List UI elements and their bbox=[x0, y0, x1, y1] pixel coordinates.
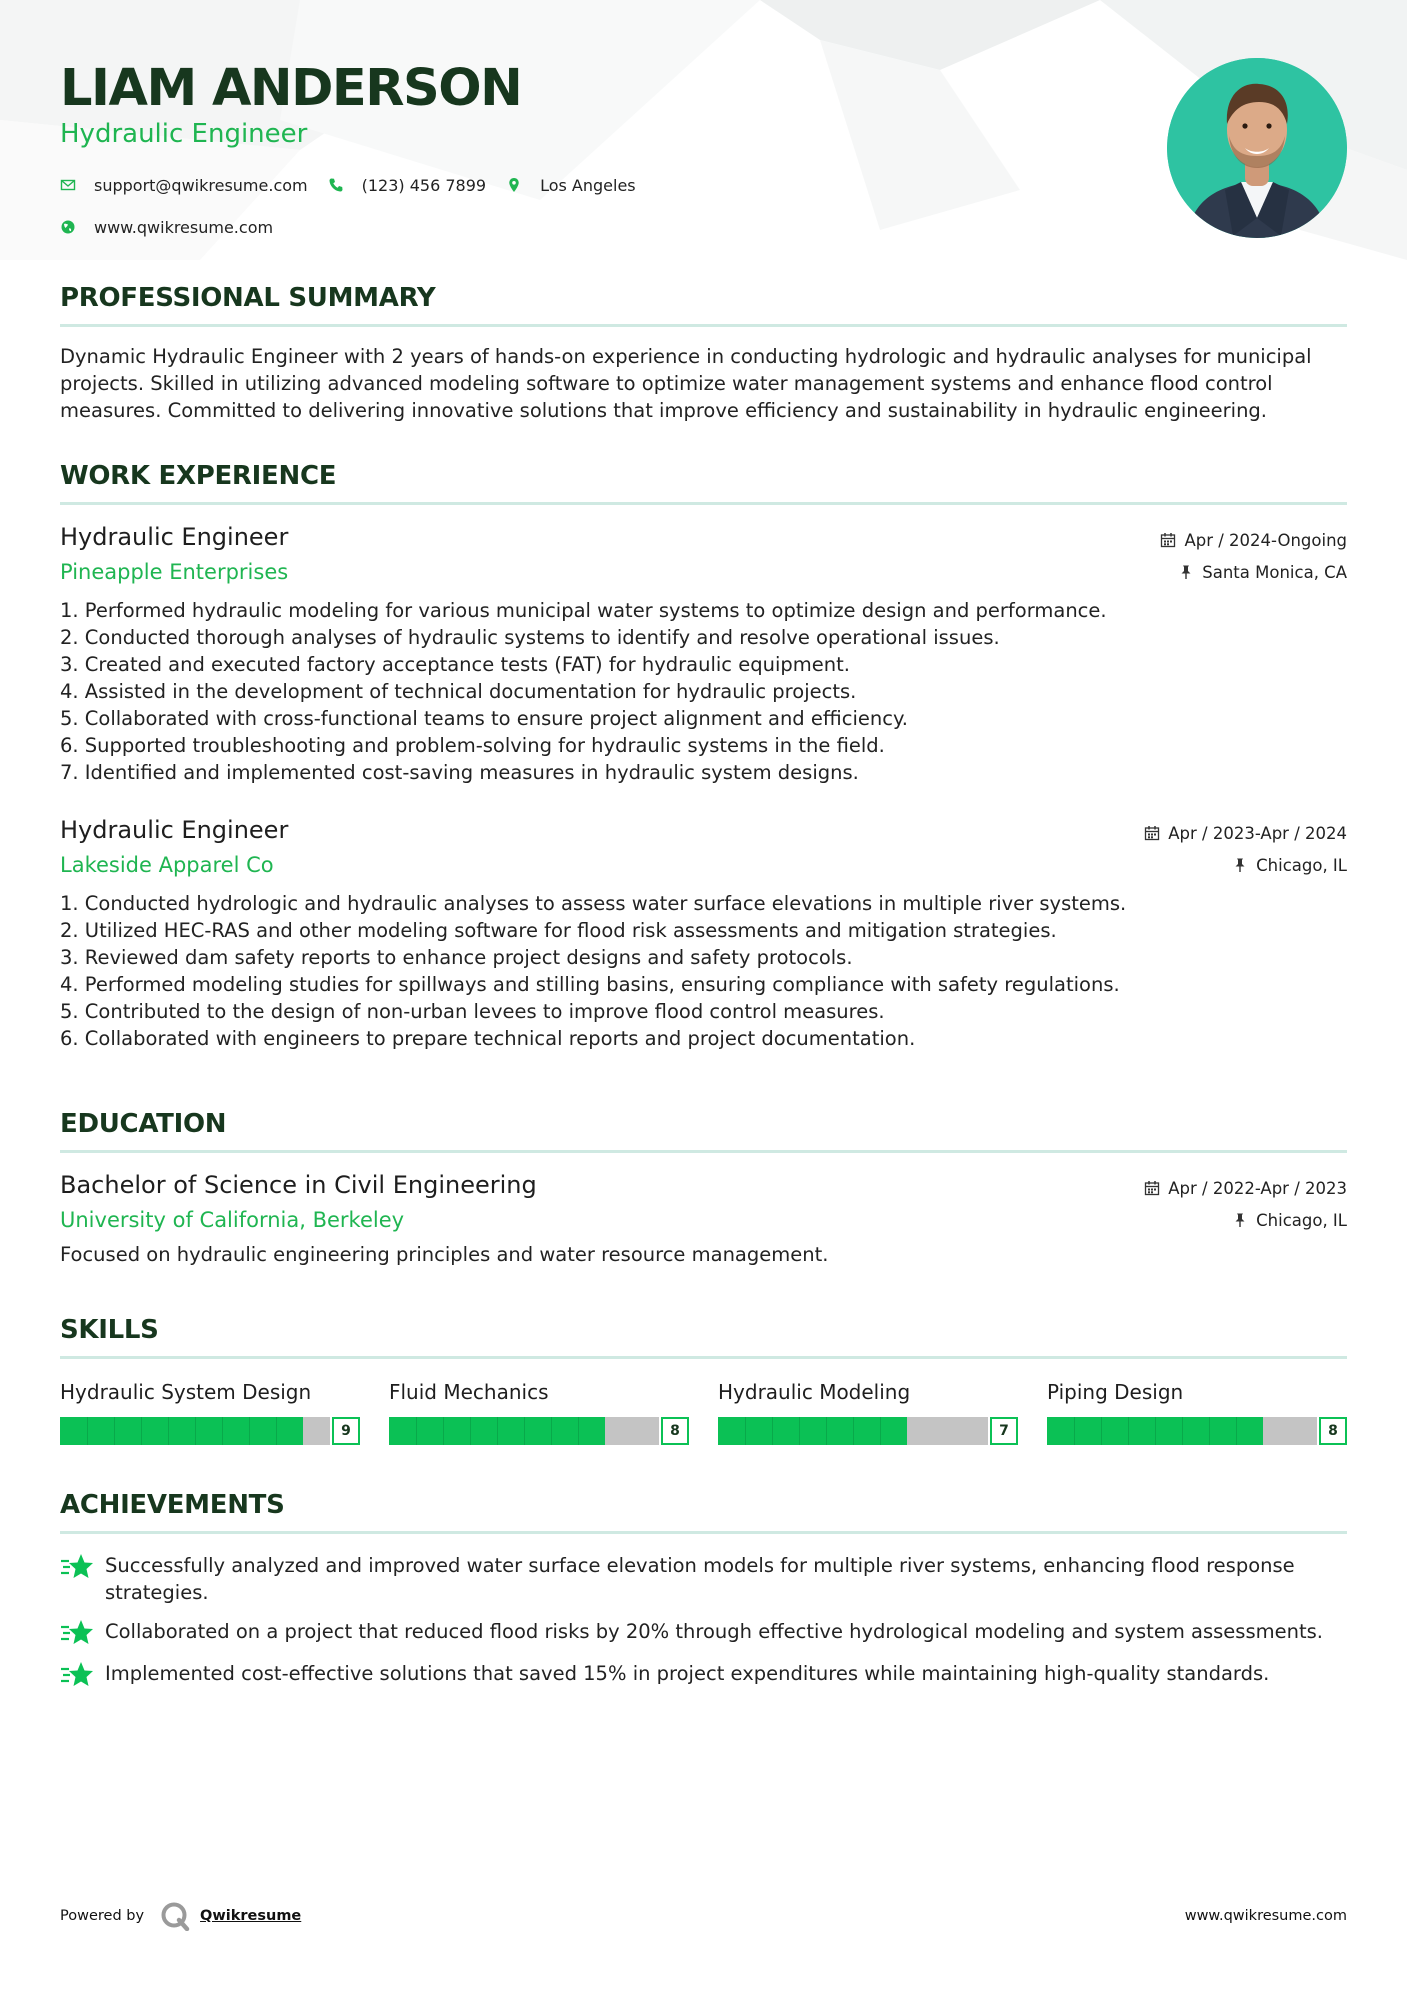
skill-bar-segment bbox=[222, 1417, 223, 1445]
skill-bar-segment bbox=[799, 1417, 800, 1445]
section-divider bbox=[60, 1150, 1347, 1153]
job-meta bbox=[1144, 814, 1347, 878]
achievement-text: Collaborated on a project that reduced flood risks by 20% through effective hydrological modeling and system assessments. bbox=[105, 1620, 1323, 1643]
skill-bar-segment bbox=[1074, 1417, 1075, 1445]
skill-bar-segment bbox=[524, 1417, 525, 1445]
contact-website[interactable] bbox=[60, 218, 273, 237]
skill-bar bbox=[389, 1417, 689, 1445]
skill-bar bbox=[718, 1417, 1018, 1445]
avatar bbox=[1167, 58, 1347, 238]
phone-text: (123) 456 7899 bbox=[361, 175, 487, 195]
skills-grid bbox=[60, 1379, 1347, 1445]
skill-bar bbox=[60, 1417, 360, 1445]
achievement-text: Implemented cost-effective solutions that saved 15% in project expenditures while maintaining high-quality standards. bbox=[105, 1662, 1270, 1685]
skill-bar-segment bbox=[249, 1417, 250, 1445]
job-meta bbox=[1160, 521, 1347, 585]
list-item bbox=[60, 1552, 1347, 1606]
star-icon bbox=[60, 1660, 94, 1690]
qwikresume-logo-icon bbox=[160, 1901, 190, 1931]
phone-icon bbox=[328, 177, 344, 193]
section-divider bbox=[60, 502, 1347, 505]
skill-bar-segment bbox=[141, 1417, 142, 1445]
skill-bar-segment bbox=[772, 1417, 773, 1445]
list-item: 1. Conducted hydrologic and hydraulic analyses to assess water surface elevations in multiple river systems. bbox=[60, 892, 1127, 915]
list-item bbox=[60, 1660, 1347, 1690]
skill-bar bbox=[1047, 1417, 1347, 1445]
section-title: SKILLS bbox=[60, 1315, 159, 1345]
skill-bar-segment bbox=[880, 1417, 881, 1445]
skill-bar-segment bbox=[470, 1417, 471, 1445]
skill-bar-segment bbox=[1128, 1417, 1129, 1445]
job-location: Chicago, IL bbox=[1256, 855, 1347, 875]
calendar-icon bbox=[1144, 1180, 1160, 1196]
brand-link[interactable]: Qwikresume bbox=[200, 1908, 302, 1924]
skill-bar-fill bbox=[718, 1417, 907, 1445]
list-item: 4. Performed modeling studies for spillways and stilling basins, ensuring compliance with safety regulations. bbox=[60, 973, 1120, 996]
skill-bar-segment bbox=[1209, 1417, 1210, 1445]
list-item: 6. Collaborated with engineers to prepare technical reports and project documentation. bbox=[60, 1027, 916, 1050]
section-title: PROFESSIONAL SUMMARY bbox=[60, 283, 436, 313]
skill-bar-track bbox=[389, 1417, 659, 1445]
skills-section bbox=[60, 1314, 1347, 1445]
section-title: ACHIEVEMENTS bbox=[60, 1490, 285, 1520]
website-text: www.qwikresume.com bbox=[94, 217, 274, 237]
skill-score: 8 bbox=[1319, 1417, 1347, 1445]
achievements-list bbox=[60, 1552, 1347, 1690]
summary-section bbox=[60, 282, 1347, 424]
job-company: Lakeside Apparel Co bbox=[60, 853, 274, 877]
skill-bar-segment bbox=[497, 1417, 498, 1445]
section-divider bbox=[60, 324, 1347, 327]
experience-section bbox=[60, 460, 1347, 1052]
degree: Bachelor of Science in Civil Engineering bbox=[60, 1171, 537, 1199]
skill-bar-segment bbox=[551, 1417, 552, 1445]
section-divider bbox=[60, 1531, 1347, 1534]
job-role: Hydraulic Engineer bbox=[60, 523, 289, 551]
job-company: Pineapple Enterprises bbox=[60, 560, 289, 584]
skill-name: Fluid Mechanics bbox=[389, 1380, 549, 1404]
page-footer bbox=[60, 1896, 1347, 1936]
list-item: 2. Utilized HEC-RAS and other modeling software for flood risk assessments and mitigation strategies. bbox=[60, 919, 1057, 942]
list-item: 6. Supported troubleshooting and problem-solving for hydraulic systems in the field. bbox=[60, 734, 885, 757]
contact-info bbox=[60, 172, 656, 256]
education-description: Focused on hydraulic engineering principles and water resource management. bbox=[60, 1243, 829, 1266]
globe-icon bbox=[60, 219, 76, 235]
skill-name: Hydraulic System Design bbox=[60, 1380, 312, 1404]
skill-bar-track bbox=[1047, 1417, 1317, 1445]
section-title: WORK EXPERIENCE bbox=[60, 461, 337, 491]
section-title: EDUCATION bbox=[60, 1109, 227, 1139]
skill-bar-track bbox=[60, 1417, 330, 1445]
list-item: 3. Created and executed factory acceptance tests (FAT) for hydraulic equipment. bbox=[60, 653, 850, 676]
skill-bar-segment bbox=[745, 1417, 746, 1445]
achievements-section bbox=[60, 1489, 1347, 1690]
skill-bar-segment bbox=[853, 1417, 854, 1445]
powered-by bbox=[60, 1901, 301, 1931]
star-icon bbox=[60, 1552, 94, 1582]
candidate-name: LIAM ANDERSON bbox=[60, 59, 522, 118]
star-icon bbox=[60, 1618, 94, 1648]
envelope-icon bbox=[60, 177, 76, 193]
map-pin-icon bbox=[506, 177, 522, 193]
list-item: 4. Assisted in the development of technical documentation for hydraulic projects. bbox=[60, 680, 857, 703]
pushpin-icon bbox=[1178, 564, 1194, 580]
contact-phone[interactable] bbox=[328, 176, 486, 195]
list-item: 3. Reviewed dam safety reports to enhance project designs and safety protocols. bbox=[60, 946, 853, 969]
skill-bar-segment bbox=[87, 1417, 88, 1445]
calendar-icon bbox=[1160, 532, 1176, 548]
skill-bar-segment bbox=[1236, 1417, 1237, 1445]
school: University of California, Berkeley bbox=[60, 1208, 405, 1232]
pushpin-icon bbox=[1232, 1212, 1248, 1228]
summary-text: Dynamic Hydraulic Engineer with 2 years of hands-on experience in conducting hydrologic and hydraulic analyses for municipal projects. Skilled in utilizing advanced modeling software to optimize water management systems and enhance flood control measures. Committed to delivering innovative solutions that improve efficiency and sustainability in hydraulic engineering. bbox=[60, 345, 1312, 422]
skill-bar-segment bbox=[1155, 1417, 1156, 1445]
achievement-text: Successfully analyzed and improved water surface elevation models for multiple river systems, enhancing flood response strategies. bbox=[105, 1554, 1295, 1604]
skill-bar-segment bbox=[826, 1417, 827, 1445]
education-location: Chicago, IL bbox=[1256, 1210, 1347, 1230]
education-dates: Apr / 2022-Apr / 2023 bbox=[1168, 1178, 1347, 1198]
list-item bbox=[60, 1618, 1347, 1648]
education-entry bbox=[60, 1169, 1347, 1268]
skill-name: Hydraulic Modeling bbox=[718, 1380, 911, 1404]
skill-score: 9 bbox=[332, 1417, 360, 1445]
skill-bar-segment bbox=[416, 1417, 417, 1445]
skill-score: 7 bbox=[990, 1417, 1018, 1445]
skill-bar-fill bbox=[60, 1417, 303, 1445]
skill-name: Piping Design bbox=[1047, 1380, 1184, 1404]
skill-bar-segment bbox=[168, 1417, 169, 1445]
contact-location bbox=[506, 176, 636, 195]
skill-item bbox=[1047, 1379, 1347, 1445]
list-item: 5. Collaborated with cross-functional teams to ensure project alignment and efficiency. bbox=[60, 707, 908, 730]
skill-item bbox=[389, 1379, 689, 1445]
skill-bar-track bbox=[718, 1417, 988, 1445]
skill-bar-segment bbox=[1101, 1417, 1102, 1445]
email-text: support@qwikresume.com bbox=[94, 175, 308, 195]
list-item: 7. Identified and implemented cost-saving measures in hydraulic system designs. bbox=[60, 761, 859, 784]
job-dates: Apr / 2023-Apr / 2024 bbox=[1168, 823, 1347, 843]
skill-item bbox=[718, 1379, 1018, 1445]
job-location: Santa Monica, CA bbox=[1202, 562, 1347, 582]
contact-email[interactable] bbox=[60, 176, 308, 195]
skill-bar-segment bbox=[443, 1417, 444, 1445]
powered-by-text: Powered by bbox=[60, 1908, 145, 1924]
skill-item bbox=[60, 1379, 360, 1445]
education-section bbox=[60, 1108, 1347, 1268]
location-text: Los Angeles bbox=[540, 175, 636, 195]
job-bullets bbox=[60, 597, 1347, 786]
skill-bar-segment bbox=[276, 1417, 277, 1445]
job-bullets bbox=[60, 890, 1347, 1052]
job-dates: Apr / 2024-Ongoing bbox=[1184, 530, 1347, 550]
skill-bar-segment bbox=[1182, 1417, 1183, 1445]
candidate-title: Hydraulic Engineer bbox=[60, 119, 308, 149]
education-meta bbox=[1144, 1169, 1347, 1233]
footer-website[interactable]: www.qwikresume.com bbox=[1184, 1908, 1347, 1924]
skill-bar-segment bbox=[195, 1417, 196, 1445]
section-divider bbox=[60, 1356, 1347, 1359]
list-item: 2. Conducted thorough analyses of hydraulic systems to identify and resolve operational issues. bbox=[60, 626, 1000, 649]
list-item: 5. Contributed to the design of non-urban levees to improve flood control measures. bbox=[60, 1000, 885, 1023]
skill-bar-segment bbox=[114, 1417, 115, 1445]
calendar-icon bbox=[1144, 825, 1160, 841]
job-entry bbox=[60, 521, 1347, 786]
resume-header bbox=[60, 0, 1347, 250]
skill-bar-segment bbox=[578, 1417, 579, 1445]
job-entry bbox=[60, 814, 1347, 1052]
list-item: 1. Performed hydraulic modeling for various municipal water systems to optimize design and performance. bbox=[60, 599, 1107, 622]
skill-score: 8 bbox=[661, 1417, 689, 1445]
pushpin-icon bbox=[1232, 857, 1248, 873]
job-role: Hydraulic Engineer bbox=[60, 816, 289, 844]
